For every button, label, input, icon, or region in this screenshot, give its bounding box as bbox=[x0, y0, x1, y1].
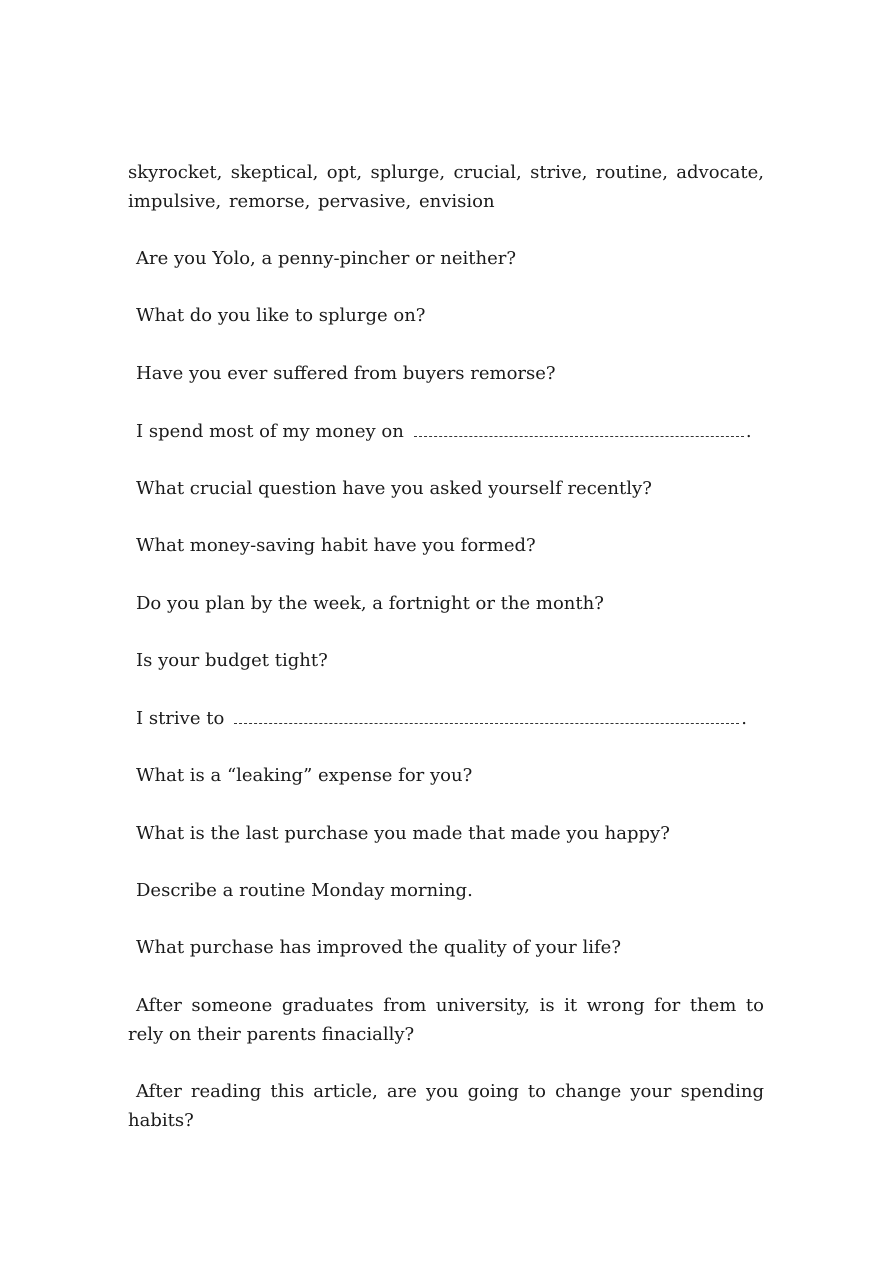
question-14: After someone graduates from university, is it wrong for them to rely on their parents finacially? bbox=[128, 995, 764, 1045]
answer-blank[interactable] bbox=[414, 422, 744, 437]
question-10: What is a “leaking” expense for you? bbox=[136, 765, 473, 786]
question-7: Do you plan by the week, a fortnight or the month? bbox=[136, 593, 604, 614]
answer-blank[interactable] bbox=[234, 709, 739, 724]
question-11: What is the last purchase you made that made you happy? bbox=[136, 823, 670, 844]
question-2: What do you like to splurge on? bbox=[136, 305, 426, 326]
question-8: Is your budget tight? bbox=[136, 650, 328, 671]
period: . bbox=[745, 421, 752, 442]
prompt-text: I spend most of my money on bbox=[136, 421, 404, 442]
question-12: Describe a routine Monday morning. bbox=[136, 880, 473, 901]
question-13: What purchase has improved the quality of your life? bbox=[136, 937, 621, 958]
fill-in-prompt-strive bbox=[136, 704, 747, 733]
question-6: What money-saving habit have you formed? bbox=[136, 535, 536, 556]
fill-in-prompt-spend bbox=[136, 417, 752, 446]
question-5: What crucial question have you asked yourself recently? bbox=[136, 478, 652, 499]
question-3: Have you ever suffered from buyers remorse? bbox=[136, 363, 556, 384]
vocabulary-list: skyrocket, skeptical, opt, splurge, crucial, strive, routine, advocate, impulsive, remorse, pervasive, envision bbox=[128, 162, 764, 212]
prompt-text: I strive to bbox=[136, 708, 225, 729]
question-15: After reading this article, are you going to change your spending habits? bbox=[128, 1081, 764, 1131]
question-1: Are you Yolo, a penny-pincher or neither? bbox=[136, 248, 516, 269]
period: . bbox=[741, 708, 748, 729]
